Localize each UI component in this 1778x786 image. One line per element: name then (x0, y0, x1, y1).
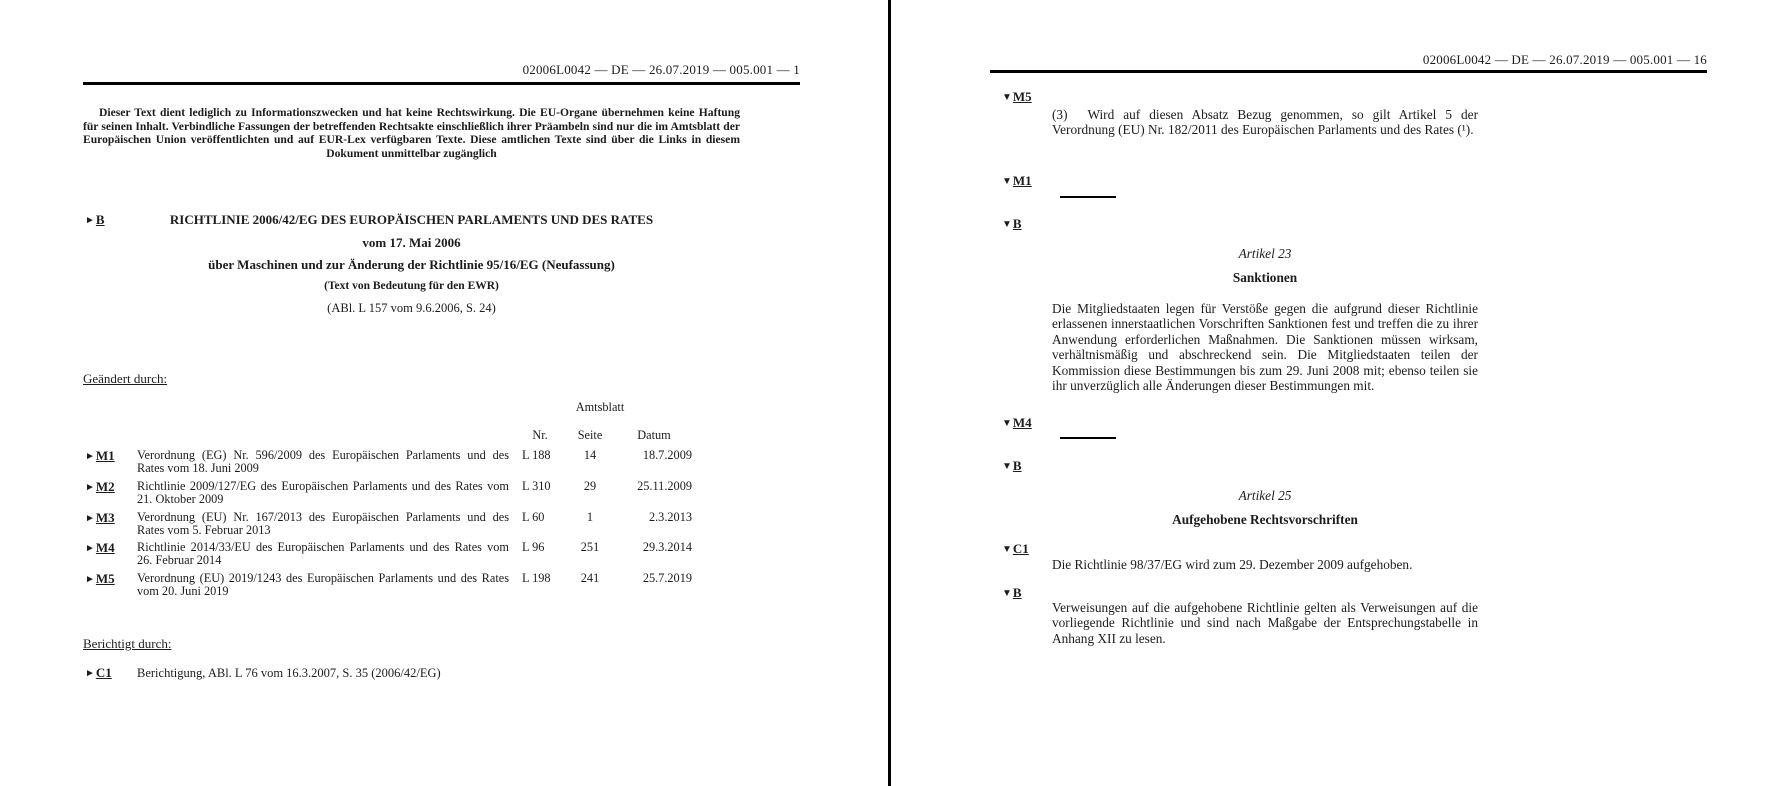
page-header: 02006L0042 — DE — 26.07.2019 — 005.001 — 16 (1422, 52, 1707, 67)
amendment-description: Verordnung (EU) 2019/1243 des Europäischen Parlaments und des Rates vom 20. Juni 2019 (137, 571, 509, 599)
oj-date-cell: 18.7.2009 (642, 448, 692, 462)
change-marker-label: M1 (95, 448, 115, 463)
change-marker-label: B (95, 212, 105, 227)
change-marker-m1 (85, 449, 115, 464)
table-group-header: Amtsblatt (575, 400, 625, 414)
right-triangle-icon: ► (85, 451, 96, 462)
change-marker-b (1002, 586, 1022, 601)
article-body: Die Mitgliedstaaten legen für Verstöße gegen die aufgrund dieser Richtlinie erlassenen innerstaatlichen Vorschriften Sanktionen fest und treffen die zu ihrer Anwendung erforderlichen Maßnahmen. Die Sanktionen müssen wirksam, verhältnismäßig und abschreckend sein. Die Mitgliedstaaten teilen der Kommission diese Bestimmungen bis zum 29. Juni 2008 mit; ebenso teilen sie ihr unverzüglich alle Änderungen dieser Bestimmungen mit. (1052, 301, 1478, 394)
down-triangle-icon: ▼ (1002, 418, 1013, 429)
oj-date-cell: 25.7.2019 (642, 571, 692, 585)
down-triangle-icon: ▼ (1002, 544, 1013, 555)
change-marker-m2 (85, 480, 115, 495)
amended-by-heading: Geändert durch: (83, 371, 168, 386)
change-marker-label: M4 (95, 540, 115, 555)
down-triangle-icon: ▼ (1002, 588, 1013, 599)
paragraph-3: (3) Wird auf diesen Absatz Bezug genommen, so gilt Artikel 5 der Verordnung (EU) Nr. 182/2011 des Europäischen Parlaments und des Rates (¹). (1052, 107, 1478, 138)
right-triangle-icon: ► (85, 215, 96, 226)
change-marker-b (1002, 217, 1022, 232)
change-marker-label: C1 (1012, 541, 1029, 556)
deleted-text-rule (1060, 437, 1116, 439)
oj-number-cell: L 60 (522, 510, 545, 524)
document-subject-line: über Maschinen und zur Änderung der Richtlinie 95/16/EG (Neufassung) (208, 257, 615, 272)
right-triangle-icon: ► (85, 513, 96, 524)
oj-page-cell: 241 (580, 571, 600, 585)
amendment-description: Richtlinie 2009/127/EG des Europäischen Parlaments und des Rates vom 21. Oktober 2009 (137, 479, 509, 507)
document-date-line: vom 17. Mai 2006 (362, 235, 461, 250)
right-triangle-icon: ► (85, 668, 96, 679)
change-marker-label: B (1012, 585, 1022, 600)
amendment-description: Verordnung (EU) Nr. 167/2013 des Europäischen Parlaments und des Rates vom 5. Februar 2013 (137, 510, 509, 538)
down-triangle-icon: ▼ (1002, 92, 1013, 103)
oj-reference-line: (ABl. L 157 vom 9.6.2006, S. 24) (327, 301, 496, 315)
document-title: RICHTLINIE 2006/42/EG DES EUROPÄISCHEN PARLAMENTS UND DES RATES (169, 212, 654, 227)
down-triangle-icon: ▼ (1002, 219, 1013, 230)
oj-page-cell: 1 (586, 510, 594, 524)
oj-page-cell: 14 (583, 448, 597, 462)
oj-number-cell: L 188 (522, 448, 551, 462)
c1-paragraph: Die Richtlinie 98/37/EG wird zum 29. Dezember 2009 aufgehoben. (1052, 557, 1413, 572)
oj-date-cell: 2.3.2013 (648, 510, 692, 524)
right-triangle-icon: ► (85, 574, 96, 585)
right-triangle-icon: ► (85, 482, 96, 493)
oj-number-cell: L 96 (522, 540, 545, 554)
amendment-description: Richtlinie 2014/33/EU des Europäischen Parlaments und des Rates vom 26. Februar 2014 (137, 540, 509, 568)
change-marker-label: B (1012, 216, 1022, 231)
down-triangle-icon: ▼ (1002, 176, 1013, 187)
oj-page-cell: 29 (583, 479, 597, 493)
change-marker-label: B (1012, 458, 1022, 473)
down-triangle-icon: ▼ (1002, 461, 1013, 472)
change-marker-c1 (1002, 542, 1029, 557)
oj-date-cell: 25.11.2009 (637, 479, 692, 493)
article-title: Sanktionen (1232, 270, 1298, 285)
article-number: Artikel 25 (1238, 488, 1292, 503)
deleted-text-rule (1060, 196, 1116, 198)
article-title: Aufgehobene Rechtsvorschriften (1172, 512, 1358, 527)
column-header-datum: Datum (637, 428, 671, 442)
reference-paragraph: Verweisungen auf die aufgehobene Richtlinie gelten als Verweisungen auf die vorliegende Richtlinie und sind nach Maßgabe der Entsprechungstabelle in Anhang XII zu lesen. (1052, 600, 1478, 646)
change-marker-m1 (1002, 174, 1032, 189)
change-marker-m4 (1002, 416, 1032, 431)
oj-number-cell: L 310 (522, 479, 551, 493)
header-rule (83, 82, 800, 85)
page-header: 02006L0042 — DE — 26.07.2019 — 005.001 — 1 (522, 62, 800, 77)
oj-number-cell: L 198 (522, 571, 551, 585)
correction-description: Berichtigung, ABl. L 76 vom 16.3.2007, S. 35 (2006/42/EG) (137, 666, 441, 680)
amendment-description: Verordnung (EG) Nr. 596/2009 des Europäischen Parlaments und des Rates vom 18. Juni 2009 (137, 448, 509, 476)
oj-date-cell: 29.3.2014 (642, 540, 692, 554)
change-marker-label: M3 (95, 510, 115, 525)
change-marker-label: M1 (1012, 173, 1032, 188)
change-marker-b (1002, 459, 1022, 474)
change-marker-label: M4 (1012, 415, 1032, 430)
corrected-by-heading: Berichtigt durch: (83, 636, 172, 651)
right-triangle-icon: ► (85, 543, 96, 554)
left-page (83, 0, 800, 786)
article-number: Artikel 23 (1238, 246, 1292, 261)
change-marker-label: C1 (95, 665, 112, 680)
change-marker-label: M5 (1012, 89, 1032, 104)
column-header-seite: Seite (577, 428, 603, 442)
change-marker-m3 (85, 511, 115, 526)
change-marker-m4 (85, 541, 115, 556)
oj-page-cell: 251 (580, 540, 600, 554)
column-header-nr: Nr. (532, 428, 548, 442)
change-marker-label: M2 (95, 479, 115, 494)
change-marker-m5 (85, 572, 115, 587)
change-marker-c1 (85, 666, 112, 681)
header-rule (990, 70, 1707, 73)
right-page (990, 0, 1707, 786)
change-marker-m5 (1002, 90, 1032, 105)
eea-relevance-line: (Text von Bedeutung für den EWR) (324, 280, 499, 292)
page-divider (888, 0, 891, 786)
legal-disclaimer: Dieser Text dient lediglich zu Informationszwecken und hat keine Rechtswirkung. Die EU-Organe übernehmen keine Haftung für seinen Inhalt. Verbindliche Fassungen der betreffenden Rechtsakte einschließlich ihrer Präambeln sind nur die im Amtsblatt der Europäischen Union veröffentlichten und auf EUR-Lex verfügbaren Texte. Diese amtlichen Texte sind über die Links in diesem Dokument unmittelbar zugänglich (83, 106, 740, 161)
change-marker-label: M5 (95, 571, 115, 586)
